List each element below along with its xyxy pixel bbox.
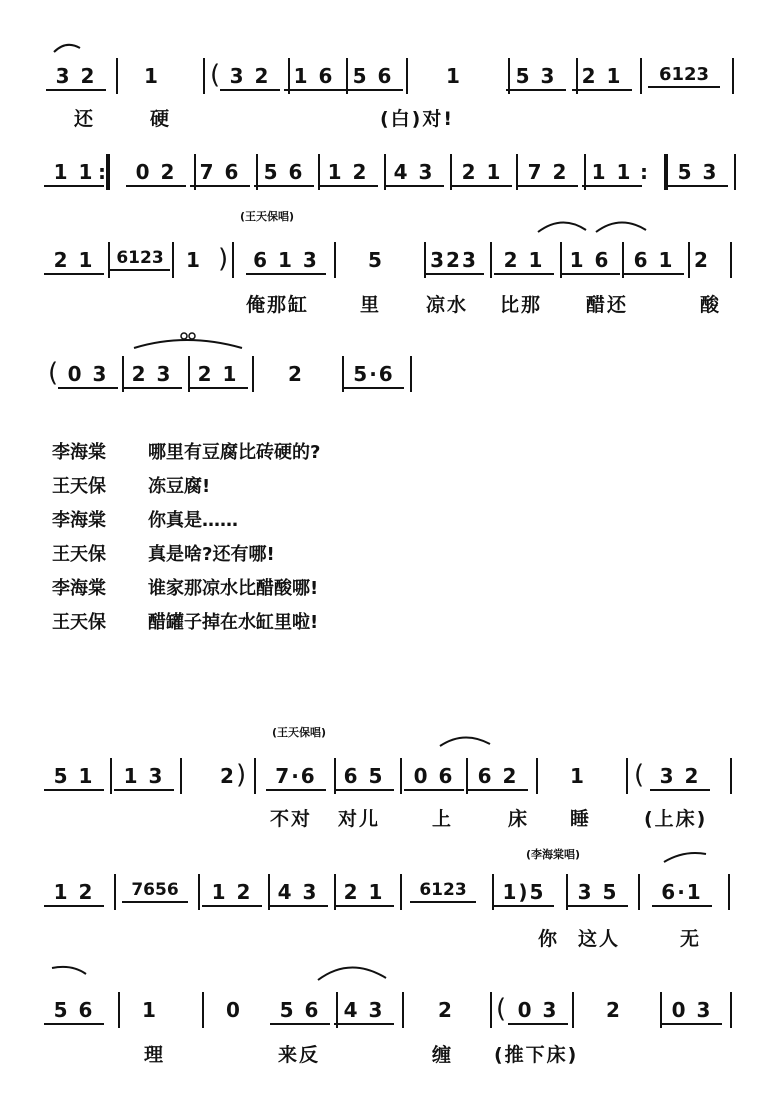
dialogue-block xyxy=(52,438,612,642)
note-group: 1 2 xyxy=(318,160,378,187)
note-group: 2 xyxy=(694,248,710,272)
note-group: 0 6 xyxy=(404,764,464,791)
note-group: 1 1 xyxy=(44,160,104,187)
barline xyxy=(180,758,182,794)
barline xyxy=(110,758,112,794)
note-group: 2 1 xyxy=(334,880,394,907)
barline xyxy=(730,242,732,278)
barline xyxy=(252,356,254,392)
lyric: (上床) xyxy=(644,808,708,830)
note-group: 5 6 xyxy=(270,998,330,1025)
note-group: 3 5 xyxy=(568,880,628,907)
note-group: 4 3 xyxy=(268,880,328,907)
barline xyxy=(730,758,732,794)
lyric-line-6 xyxy=(0,924,772,956)
dialogue-line xyxy=(52,506,612,540)
spoken-line: 谁家那凉水比醋酸哪! xyxy=(148,578,319,599)
slur xyxy=(660,848,730,864)
lyric: 俺那缸 xyxy=(246,294,310,316)
barline xyxy=(114,874,116,910)
note-group: 6 1 xyxy=(624,248,684,275)
lyric: 里 xyxy=(360,294,382,316)
notation-line-7 xyxy=(0,992,772,1032)
lyric-line-7 xyxy=(0,1040,772,1072)
open-paren: ( xyxy=(634,760,645,790)
note-group: 0 3 xyxy=(58,362,118,389)
open-paren: ( xyxy=(48,358,59,388)
barline xyxy=(400,758,402,794)
note-group: 1 xyxy=(570,764,586,788)
lyric: 无 xyxy=(680,928,702,950)
barline xyxy=(198,874,200,910)
notation-line-6 xyxy=(0,874,772,914)
note-group: 5 6 xyxy=(44,998,104,1025)
note-group: 2 xyxy=(288,362,304,386)
spoken-line: 冻豆腐! xyxy=(148,476,211,497)
note-group: 5 3 xyxy=(668,160,728,187)
lyric: 酸 xyxy=(700,294,722,316)
lyric-line-3 xyxy=(0,290,772,322)
barline xyxy=(406,58,408,94)
singer-label: (李海棠唱) xyxy=(526,848,581,861)
barline xyxy=(490,992,492,1028)
note-group: 4 3 xyxy=(334,998,394,1025)
barline xyxy=(732,58,734,94)
notation-line-3 xyxy=(0,242,772,282)
barline xyxy=(626,758,628,794)
note-group: 1 3 xyxy=(114,764,174,791)
note-group: 2 1 xyxy=(494,248,554,275)
speaker-name: 李海棠 xyxy=(52,442,106,463)
lyric-line-1 xyxy=(0,104,772,136)
dialogue-line xyxy=(52,574,612,608)
note-group: 323 xyxy=(424,248,484,275)
lyric: 不对 xyxy=(270,808,313,830)
barline xyxy=(232,242,234,278)
note-group: 2 xyxy=(606,998,622,1022)
note-group: 6123 xyxy=(410,880,476,903)
speaker-name: 李海棠 xyxy=(52,510,106,531)
note-group: 2 1 xyxy=(44,248,104,275)
note-group: 1 6 xyxy=(284,64,344,91)
note-group: 6123 xyxy=(648,64,720,88)
singer-label: (王天保唱) xyxy=(272,726,327,739)
dialogue-line xyxy=(52,540,612,574)
note-group: 0 2 xyxy=(126,160,186,187)
note-group: 1 6 xyxy=(560,248,620,275)
note-group: 0 3 xyxy=(662,998,722,1025)
note-group: 6123 xyxy=(110,248,170,271)
note-group: 2 xyxy=(438,998,454,1022)
note-group: 1 xyxy=(446,64,462,88)
lyric: 睡 xyxy=(570,808,592,830)
lyric: (白)对! xyxy=(380,108,455,130)
lyric: 缠 xyxy=(432,1044,454,1066)
dialogue-line xyxy=(52,438,612,472)
note-group: 5 3 xyxy=(506,64,566,91)
repeat-dots: : xyxy=(640,160,650,184)
note-group: 6·1 xyxy=(652,880,712,907)
lyric: 上 xyxy=(432,808,454,830)
open-paren: ( xyxy=(210,60,221,90)
close-paren: ) xyxy=(218,244,229,274)
note-group: 7 2 xyxy=(518,160,578,187)
notation-line-2 xyxy=(0,154,772,194)
note-group: 4 3 xyxy=(384,160,444,187)
repeat-dots: : xyxy=(98,160,108,184)
note-group: 2 xyxy=(220,764,236,788)
speaker-name: 李海棠 xyxy=(52,578,106,599)
notation-line-1 xyxy=(0,58,772,98)
note-group: 5·6 xyxy=(344,362,404,389)
lyric: 凉水 xyxy=(426,294,469,316)
slur xyxy=(534,216,654,234)
slur xyxy=(436,732,496,748)
note-group: 1 xyxy=(186,248,202,272)
spoken-line: 真是啥?还有哪! xyxy=(148,544,275,565)
note-group: 6 2 xyxy=(468,764,528,791)
lyric: 硬 xyxy=(150,108,172,130)
barline xyxy=(572,992,574,1028)
barline xyxy=(640,58,642,94)
lyric-line-5 xyxy=(0,804,772,836)
lyric: (推下床) xyxy=(494,1044,579,1066)
note-group: 2 1 xyxy=(452,160,512,187)
dialogue-line xyxy=(52,472,612,506)
lyric: 你 xyxy=(538,928,560,950)
note-group: 5 6 xyxy=(254,160,314,187)
barline xyxy=(116,58,118,94)
barline xyxy=(490,242,492,278)
note-group: 7·6 xyxy=(266,764,326,791)
note-group: 5 6 xyxy=(343,64,403,91)
barline xyxy=(730,992,732,1028)
spoken-line: 醋罐子掉在水缸里啦! xyxy=(148,612,319,633)
open-paren: ( xyxy=(496,994,507,1024)
note-group: 0 xyxy=(226,998,242,1022)
speaker-name: 王天保 xyxy=(52,476,106,497)
note-group: 3 2 xyxy=(220,64,280,91)
barline xyxy=(410,356,412,392)
notation-line-4 xyxy=(0,356,772,396)
note-group: 1 2 xyxy=(44,880,104,907)
slur xyxy=(50,962,90,978)
note-group: 3 2 xyxy=(46,64,106,91)
note-group: 1 2 xyxy=(202,880,262,907)
lyric: 床 xyxy=(508,808,530,830)
note-group: 7 6 xyxy=(190,160,250,187)
note-group: 5 1 xyxy=(44,764,104,791)
speaker-name: 王天保 xyxy=(52,544,106,565)
lyric: 对儿 xyxy=(338,808,381,830)
note-group: 2 3 xyxy=(122,362,182,389)
singer-label: (王天保唱) xyxy=(240,210,295,223)
barline xyxy=(334,242,336,278)
barline xyxy=(536,758,538,794)
slur xyxy=(130,330,250,350)
barline xyxy=(728,874,730,910)
lyric: 醋还 xyxy=(586,294,629,316)
spoken-line: 哪里有豆腐比砖硬的? xyxy=(148,442,321,463)
note-group: 5 xyxy=(368,248,384,272)
note-group: 6 1 3 xyxy=(246,248,326,275)
dialogue-line xyxy=(52,608,612,642)
lyric: 理 xyxy=(144,1044,166,1066)
barline xyxy=(254,758,256,794)
note-group: 3 2 xyxy=(650,764,710,791)
note-group: 6 5 xyxy=(334,764,394,791)
speaker-name: 王天保 xyxy=(52,612,106,633)
barline xyxy=(400,874,402,910)
barline xyxy=(402,992,404,1028)
notation-line-5 xyxy=(0,758,772,798)
slur xyxy=(52,40,82,54)
note-group: 1 1 xyxy=(582,160,642,187)
note-group: 2 1 xyxy=(188,362,248,389)
note-group: 1 xyxy=(142,998,158,1022)
note-group: 2 1 xyxy=(572,64,632,91)
close-paren: ) xyxy=(236,760,247,790)
barline xyxy=(734,154,736,190)
barline xyxy=(203,58,205,94)
note-group: 7656 xyxy=(122,880,188,903)
barline xyxy=(638,874,640,910)
lyric: 比那 xyxy=(500,294,543,316)
lyric: 还 xyxy=(74,108,96,130)
note-group: 1 xyxy=(144,64,160,88)
spoken-line: 你真是…… xyxy=(148,510,238,531)
note-group: 1)5 xyxy=(494,880,554,907)
lyric: 来反 xyxy=(278,1044,321,1066)
slur xyxy=(314,960,394,982)
lyric: 这人 xyxy=(578,928,621,950)
note-group: 0 3 xyxy=(508,998,568,1025)
